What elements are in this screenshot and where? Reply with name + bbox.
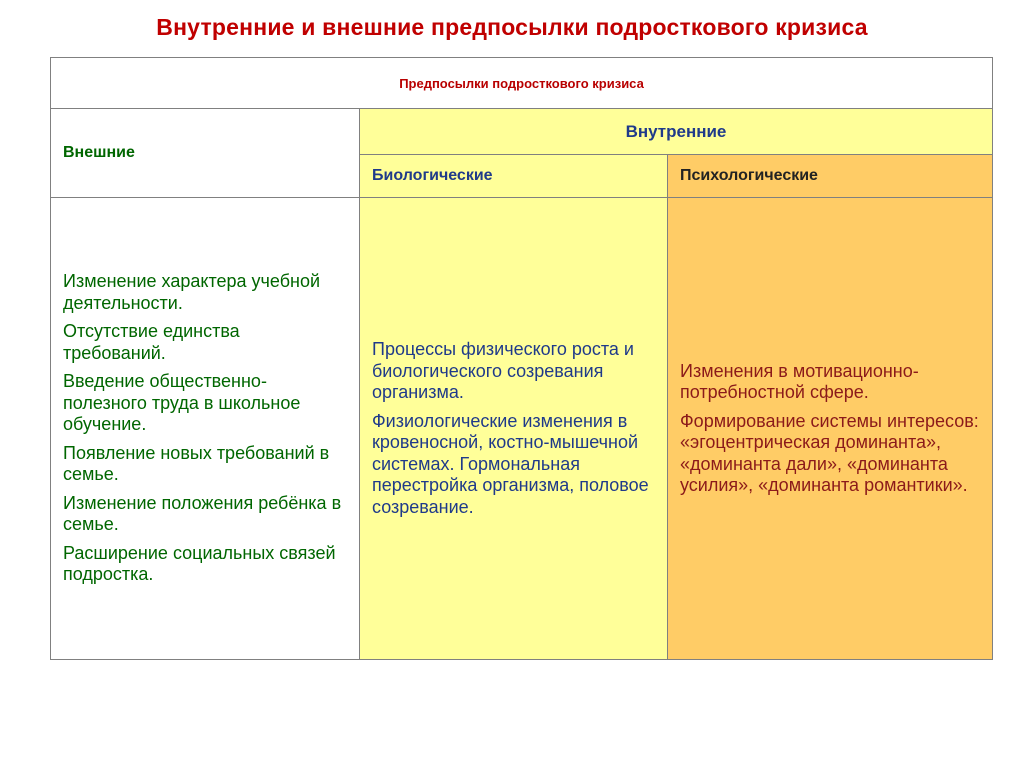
psychological-item: Формирование системы интересов: «эгоцентрическая доминанта», «доминанта дали», «доминанта усилия», «доминанта романтики».	[680, 410, 979, 495]
external-item: Изменение характера учебной деятельности.	[63, 271, 321, 313]
table-caption: Предпосылки подросткового кризиса	[51, 58, 993, 109]
prerequisites-table	[50, 57, 993, 660]
biological-heading: Биологические	[360, 155, 668, 198]
biological-item: Процессы физического роста и биологического созревания организма.	[372, 339, 634, 402]
biological-cell	[360, 198, 668, 660]
external-heading: Внешние	[51, 109, 360, 198]
external-item: Появление новых требований в семье.	[63, 442, 330, 485]
slide-title: Внутренние и внешние предпосылки подросткового кризиса	[156, 14, 868, 40]
biological-item: Физиологические изменения в кровеносной, костно-мышечной системах. Гормональная перестройка организма, половое созревание.	[372, 410, 649, 517]
external-item: Расширение социальных связей подростка.	[63, 542, 336, 585]
psychological-heading: Психологические	[668, 155, 993, 198]
external-item: Изменение положения ребёнка в семье.	[63, 492, 342, 535]
biological-list	[360, 339, 667, 518]
external-list	[51, 271, 359, 586]
psychological-item: Изменения в мотивационно-потребностной сфере.	[680, 360, 919, 402]
external-item: Отсутствие единства требований.	[63, 321, 240, 363]
psychological-list	[668, 361, 992, 497]
internal-heading: Внутренние	[360, 109, 993, 155]
external-cell	[51, 198, 360, 660]
external-item: Введение общественно-полезного труда в школьное обучение.	[63, 371, 301, 435]
psychological-cell	[668, 198, 993, 660]
